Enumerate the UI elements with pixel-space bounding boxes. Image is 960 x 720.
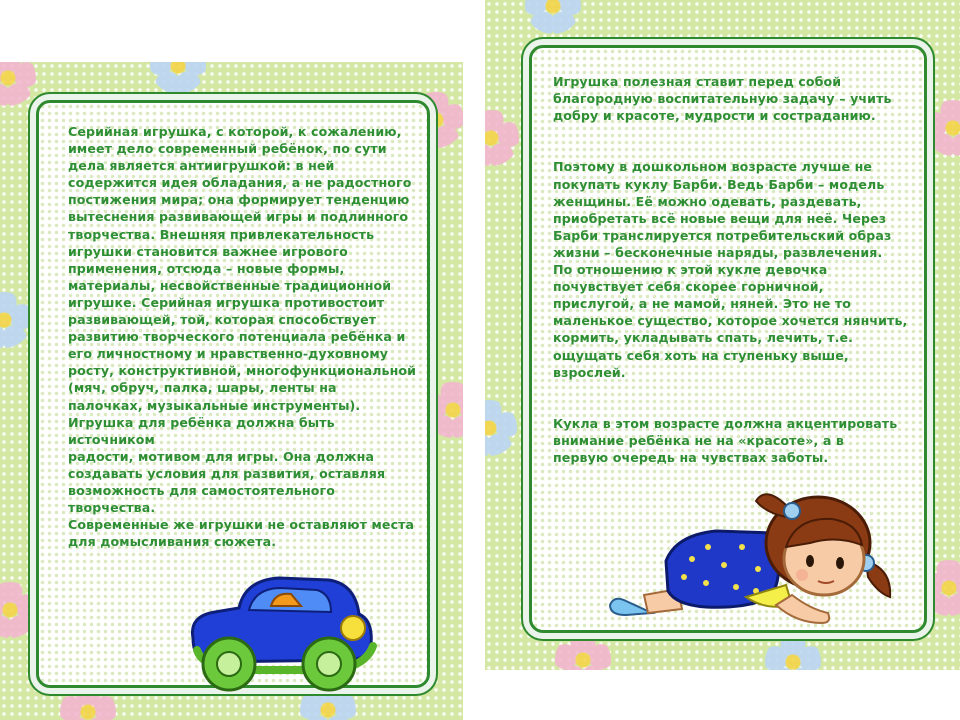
toy-car-icon xyxy=(179,558,379,698)
flower-decoration-icon xyxy=(0,582,38,638)
paragraph: Игрушка полезная ставит перед собой благородную воспитательную задачу – учить добру и красоте, мудрости и состраданию. xyxy=(553,74,892,124)
left-page-text: Серийная игрушка, с которой, к сожалению, имеет дело современный ребёнок, по сути дела является антиигрушкой: в ней содержится идея обладания, а не радостного постижения мира; она формирует тенденцию вытеснения развивающей игры и подлинного творчества. Внешняя привлекательность игрушки становится важнее игрового применения, отсюда – новые формы, материалы, несвойственные традиционной игрушке. Серийная игрушка противостоит развивающей, той, которая способствует развитию творческого потенциала ребёнка и его личностному и нравственно-духовному росту, конструктивной, многофункциональной (мяч, обруч, палка, шары, ленты на палочках, музыкальные инструменты). Игрушка для ребёнка должна быть источником радости, мотивом для игры. Она должна создавать условия для развития, оставляя возможность для самостоятельного творчества. Современные же игрушки не оставляют места для домысливания сюжета. xyxy=(68,124,417,550)
flower-decoration-icon xyxy=(525,0,581,34)
paragraph: Кукла в этом возрасте должна акцентировать внимание ребёнка не на «красоте», а в первую очередь на чувствах заботы. xyxy=(553,415,898,465)
doll-girl-icon xyxy=(596,473,896,648)
flower-decoration-icon xyxy=(425,382,463,438)
flower-decoration-icon xyxy=(485,400,517,456)
right-page-text xyxy=(553,56,913,500)
flower-decoration-icon xyxy=(0,62,36,106)
flower-decoration-icon xyxy=(925,100,960,156)
flower-decoration-icon xyxy=(150,62,206,94)
right-text-frame xyxy=(529,45,927,633)
left-text-frame xyxy=(36,100,430,688)
right-page xyxy=(485,0,960,670)
paragraph: Поэтому в дошкольном возрасте лучше не покупать куклу Барби. Ведь Барби – модель женщины. Её можно одевать, раздевать, приобретать всё новые вещи для неё. Через Барби транслируется потребительский образ жизни – бесконечные наряды, развлечения. По отношению к этой кукле девочка почувствует себя скорее горничной, прислугой, а не мамой, няней. Это не то маленькое существо, которое хочется нянчить, кормить, укладывать спать, лечить, т.е. ощущать себя хоть на ступеньку выше, взрослей. xyxy=(553,159,908,380)
flower-decoration-icon xyxy=(485,110,519,166)
left-page xyxy=(0,62,463,720)
flower-decoration-icon xyxy=(60,684,116,720)
flower-decoration-icon xyxy=(0,292,32,348)
